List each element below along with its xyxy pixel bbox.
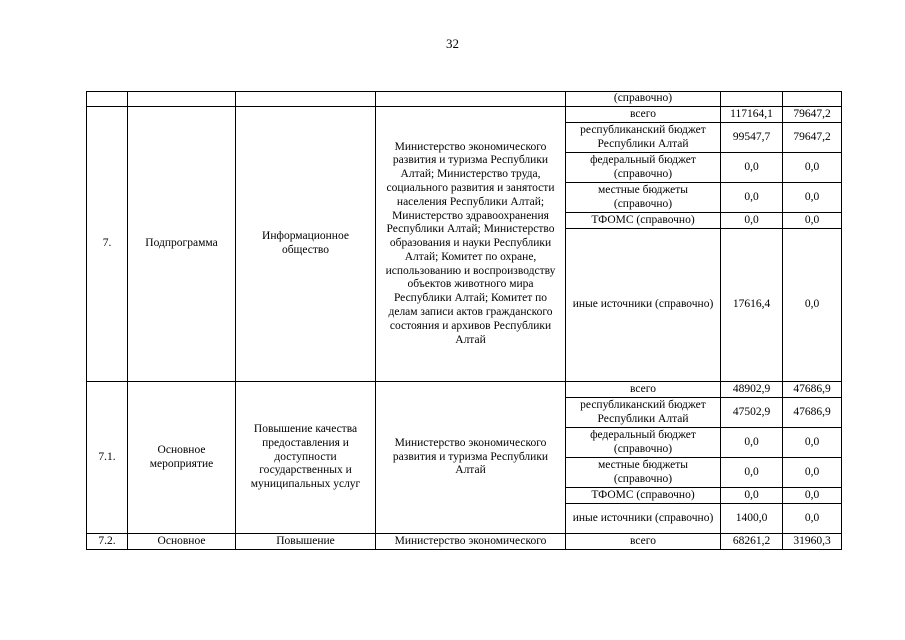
row-executors: Министерство экономического развития и туризма Республики Алтай; Министерство труда, социального развития и занятости населения Республики Алтай; Министерство здравоохранения Республики Алтай; Министерство образования и науки Республики Алтай; Комитет по охране, использованию и воспроизводству объектов животного мира Республики Алтай; Комитет по делам записи актов гражданского состояния и архивов Республики Алтай [376,107,566,382]
value-2: 0,0 [783,229,842,382]
source-label: ТФОМС (справочно) [566,488,721,504]
cell-empty [721,92,783,107]
value-2: 79647,2 [783,107,842,123]
row-number: 7. [87,107,128,382]
table-row [87,382,842,398]
source-label: всего [566,382,721,398]
table-row [87,534,842,550]
value-2: 47686,9 [783,382,842,398]
value-1: 0,0 [721,153,783,183]
value-1: 1400,0 [721,504,783,534]
value-1: 99547,7 [721,123,783,153]
source-label: всего [566,107,721,123]
value-1: 48902,9 [721,382,783,398]
source-cell: (справочно) [566,92,721,107]
value-2: 31960,3 [783,534,842,550]
value-2: 47686,9 [783,398,842,428]
value-2: 0,0 [783,428,842,458]
value-1: 0,0 [721,488,783,504]
value-2: 0,0 [783,153,842,183]
value-1: 0,0 [721,458,783,488]
value-2: 0,0 [783,488,842,504]
value-2: 79647,2 [783,123,842,153]
value-2: 0,0 [783,458,842,488]
row-type: Подпрограмма [128,107,236,382]
cell-empty [87,92,128,107]
row-number: 7.2. [87,534,128,550]
table-row [87,107,842,123]
source-label: местные бюджеты (справочно) [566,458,721,488]
value-1: 0,0 [721,183,783,213]
source-label: федеральный бюджет (справочно) [566,428,721,458]
table-row-continuation [87,92,842,107]
value-1: 117164,1 [721,107,783,123]
value-1: 17616,4 [721,229,783,382]
source-label: иные источники (справочно) [566,229,721,382]
value-1: 0,0 [721,213,783,229]
cell-empty [236,92,376,107]
row-executors: Министерство экономического [376,534,566,550]
row-name: Повышение [236,534,376,550]
row-type: Основное [128,534,236,550]
cell-empty [128,92,236,107]
row-name: Информационное общество [236,107,376,382]
cell-empty [376,92,566,107]
value-2: 0,0 [783,213,842,229]
value-2: 0,0 [783,183,842,213]
value-1: 47502,9 [721,398,783,428]
source-label: всего [566,534,721,550]
row-name: Повышение качества предоставления и доступности государственных и муниципальных услуг [236,382,376,534]
value-1: 0,0 [721,428,783,458]
source-label: иные источники (справочно) [566,504,721,534]
row-number: 7.1. [87,382,128,534]
source-label: местные бюджеты (справочно) [566,183,721,213]
source-label: федеральный бюджет (справочно) [566,153,721,183]
source-label: ТФОМС (справочно) [566,213,721,229]
value-2: 0,0 [783,504,842,534]
source-label: республиканский бюджет Республики Алтай [566,398,721,428]
cell-empty [783,92,842,107]
budget-table [86,91,842,550]
value-1: 68261,2 [721,534,783,550]
source-label: республиканский бюджет Республики Алтай [566,123,721,153]
row-executors: Министерство экономического развития и туризма Республики Алтай [376,382,566,534]
page-number: 32 [446,36,459,51]
row-type: Основное мероприятие [128,382,236,534]
